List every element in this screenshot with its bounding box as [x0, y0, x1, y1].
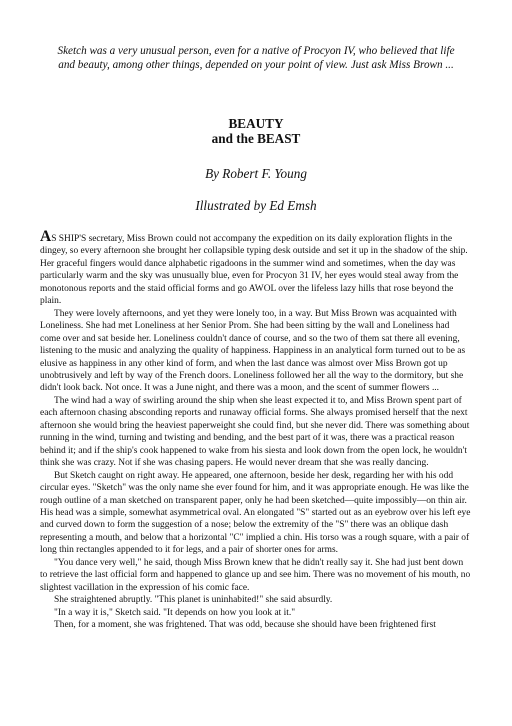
title-line-1: BEAUTY	[228, 116, 284, 131]
intro-blurb: Sketch was a very unusual person, even for a native of Procyon IV, who believed that life and beauty, among other things, depended on your point of view. Just ask Miss Brown ...	[57, 45, 455, 71]
paragraph-5: "You dance very well," he said, though Miss Brown knew that he didn't really say it. She had just bent down to retrieve the last official form and happened to glance up and see him. There was no movement of his mouth, no slightest vacillation in the expression of his comic face.	[40, 557, 471, 593]
drop-cap: A	[40, 228, 52, 245]
title-line-2: and the BEAST	[211, 131, 301, 146]
story-body	[40, 228, 472, 632]
paragraph-8: Then, for a moment, she was frightened. That was odd, because she should have been frightened first	[54, 620, 436, 631]
paragraph-3: The wind had a way of swirling around the ship when she least expected it to, and Miss Brown spent part of each afternoon chasing absconding reports and runaway official forms. She always promised herself that the next afternoon she would bring the heaviest paperweight she could find, but she never did. There was something about running in the wind, turning and twisting and bending, and the best part of it was, there was a practical reason behind it; and if the ship's cook happened to wake from his siesta and look down from the open lock, he wouldn't think she was crazy. Not if she was chasing papers. He would never dream that she was really dancing.	[40, 395, 470, 469]
story-title	[40, 116, 472, 146]
paragraph-1-text: S SHIP'S secretary, Miss Brown could not accompany the expedition on its daily exploration flights in the dingey, so every afternoon she brought her collapsible typing desk outside and set it up in the shadow of the ship. Her graceful fingers would dance alphabetic rigadoons in the summer wind and sometimes, when the day was particularly warm and the sky was unusually blue, even for Procyon 31 IV, her eyes would steal away from the monotonous reports and the staid official forms and go AWOL over the lifeless lazy hills that rose beyond the plain.	[40, 234, 468, 307]
paragraph-7: "In a way it is," Sketch said. "It depends on how you look at it."	[54, 607, 296, 618]
illustrator-credit: Illustrated by Ed Emsh	[195, 198, 317, 213]
paragraph-4: But Sketch caught on right away. He appeared, one afternoon, beside her desk, regarding her with his odd circular eyes. "Sketch" was the only name she ever found for him, and it was appropriate enough. He was like the rough outline of a man sketched on transparent paper, only he had been sketched—quite impossibly—on thin air. His head was a simple, somewhat asymmetrical oval. An elongated "S" started out as an eyebrow over his left eye and curved down to form the suggestion of a nose; below the extremity of the "S" there was an oblique dash representing a mouth, and below that a horizontal "C" implied a chin. His torso was a rough square, with a pair of long thin rectangles appended to it for legs, and a pair of shorter ones for arms.	[40, 470, 471, 556]
paragraph-1	[40, 228, 472, 308]
paragraph-6: She straightened abruptly. "This planet is uninhabited!" she said absurdly.	[54, 595, 333, 606]
author-byline: By Robert F. Young	[205, 166, 307, 181]
paragraph-2: They were lovely afternoons, and yet they were lonely too, in a way. But Miss Brown was acquainted with Loneliness. She had met Loneliness at her Senior Prom. She had been sitting by the wall and Loneliness had come over and sat beside her. Loneliness couldn't dance of course, and so the two of them sat there all evening, listening to the music and analyzing the quality of happiness. Happiness in an analytical form turned out to be as elusive as happiness in any other kind of form, and when the last dance was almost over Miss Brown got up unobtrusively and left by way of the French doors. Loneliness followed her all the way to the dormitory, but she didn't look back. Not once. It was a June night, and there was a moon, and the scent of summer flowers ...	[40, 308, 466, 394]
